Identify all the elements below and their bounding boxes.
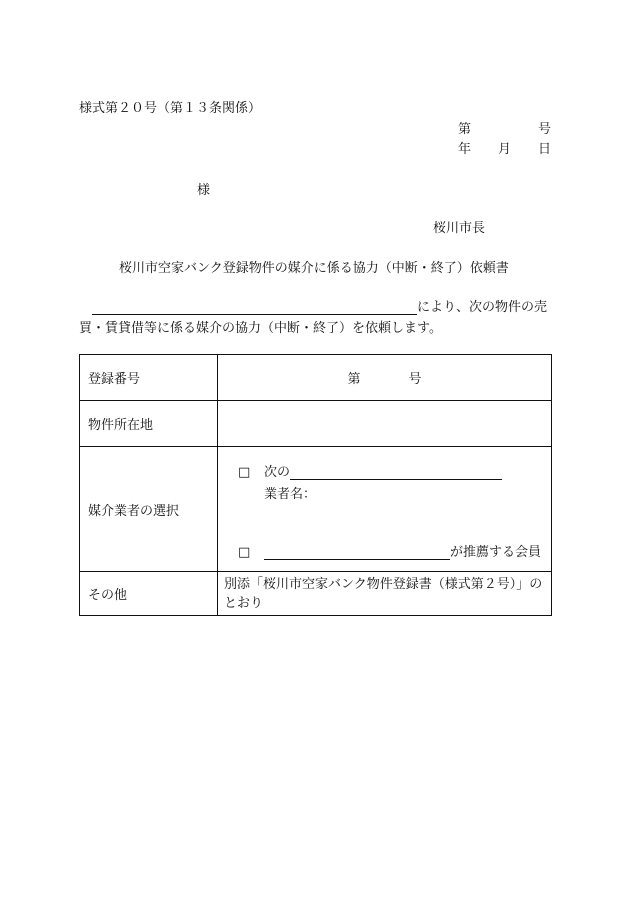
- location-value: [218, 401, 552, 447]
- agent-name-line: 業者名：: [264, 487, 317, 502]
- agent-value: [218, 447, 552, 572]
- doc-number-suffix: 号: [537, 122, 551, 137]
- option-2-blank: [264, 545, 450, 560]
- addressee: 様: [197, 183, 211, 198]
- option-1-prefix: 次の: [264, 465, 291, 480]
- requester-blank: [92, 300, 417, 315]
- other-value: [218, 572, 552, 616]
- table-row-registration: [80, 355, 552, 401]
- form-id: 様式第２０号（第１３条関係）: [79, 101, 262, 116]
- issuer: 桜川市長: [433, 221, 486, 236]
- info-table: [79, 354, 552, 616]
- location-label: 物件所在地: [80, 401, 218, 447]
- body-line-1-text: により、次の物件の売: [417, 300, 548, 315]
- date-day: 日: [537, 142, 551, 157]
- registration-suffix: 号: [408, 372, 422, 387]
- registration-value: [218, 355, 552, 401]
- registration-label: 登録番号: [80, 355, 218, 401]
- other-value-text: 別添「桜川市空家バンク物件登録書（様式第２号）」のとおり: [224, 576, 543, 611]
- registration-prefix: 第: [347, 372, 361, 387]
- table-row-location: [80, 401, 552, 447]
- body-line-2: 買・賃貸借等に係る媒介の協力（中断・終了）を依頼します。: [79, 321, 442, 336]
- doc-number-prefix: 第: [458, 122, 472, 137]
- option-1-blank: [290, 465, 502, 480]
- table-row-agent: [80, 447, 552, 572]
- document-number: [458, 118, 551, 137]
- date-year: 年: [458, 142, 472, 157]
- body-line-1: [92, 296, 551, 315]
- checkbox-option-1[interactable]: □: [238, 465, 251, 480]
- table-row-other: [80, 572, 552, 616]
- other-label: その他: [80, 572, 218, 616]
- document-title: 桜川市空家バンク登録物件の媒介に係る協力（中断・終了）依頼書: [119, 261, 509, 276]
- date-month: 月: [497, 142, 511, 157]
- agent-option-1: [238, 461, 502, 480]
- agent-label: 媒介業者の選択: [80, 447, 218, 572]
- option-2-suffix: が推薦する会員: [450, 545, 542, 560]
- checkbox-option-2[interactable]: □: [238, 545, 251, 560]
- agent-option-2: [238, 541, 541, 560]
- document-date: [458, 138, 551, 157]
